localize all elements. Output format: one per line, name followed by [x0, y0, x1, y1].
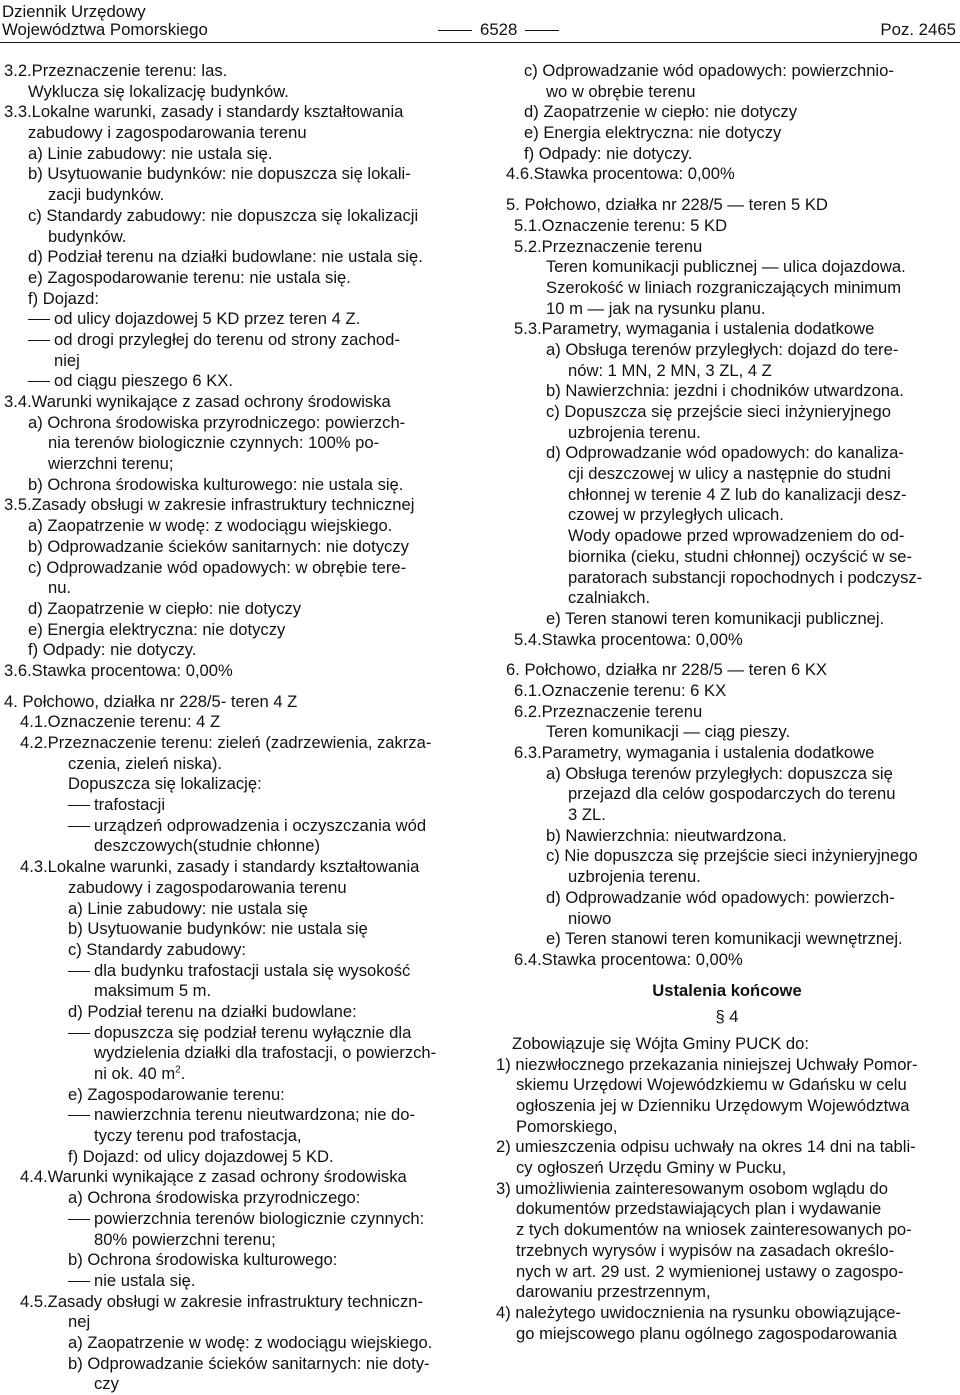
text-line: 4.1.Oznaczenie terenu: 4 Z: [20, 712, 221, 732]
text-line: 3.2.Przeznaczenie terenu: las.: [4, 61, 228, 80]
text-line: b) Usytuowanie budynków: nie dopuszcza się lokali-: [28, 164, 411, 184]
text-line: 6.3.Parametry, wymagania i ustalenia dodatkowe: [514, 743, 875, 762]
text-line: Teren komunikacji publicznej — ulica dojazdowa.: [546, 257, 906, 277]
text-line: c) Standardy zabudowy:: [68, 939, 247, 959]
text-line: darowaniu przestrzennym,: [516, 1282, 711, 1302]
text-line: d) Podział terenu na działki budowlane: nie ustala się.: [28, 247, 423, 267]
text-line: a) Ochrona środowiska przyrodniczego:: [68, 1188, 361, 1208]
journal-title: Dziennik Urzędowy: [2, 2, 146, 21]
text-line: nych w art. 29 ust. 2 wymienionej ustawy o zagospo-: [516, 1261, 904, 1281]
journal-region: Województwa Pomorskiego: [2, 20, 208, 39]
text-line: nej: [68, 1312, 91, 1332]
text-line: Wody opadowe przed wprowadzeniem do od-: [568, 526, 905, 546]
position-number: Poz. 2465: [880, 20, 956, 39]
text-line: e) Teren stanowi teren komunikacji publicznej.: [546, 608, 885, 628]
list-item: nie ustala się.: [4, 1271, 466, 1292]
text-line: 5.3.Parametry, wymagania i ustalenia dodatkowe: [514, 319, 875, 339]
text-line: wo w obrębie terenu: [546, 81, 696, 101]
closing-heading: Ustalenia końcowe: [652, 980, 802, 1000]
header-rule: [0, 42, 960, 43]
text-line: 6.4.Stawka procentowa: 0,00%: [514, 949, 743, 969]
text-line: f) Odpady: nie dotyczy.: [524, 143, 693, 163]
text-line: c) Odprowadzanie wód opadowych: w obrębie tere-: [28, 557, 407, 577]
text-line: Pomorskiego,: [516, 1116, 618, 1136]
text-line: 4.2.Przeznaczenie terenu: zieleń (zadrzewienia, zakrza-: [20, 733, 432, 752]
text-line: 80% powierzchni terenu;: [94, 1229, 276, 1249]
text-line: niej: [54, 350, 80, 370]
text-line: e) Zagospodarowanie terenu: nie ustala się.: [28, 267, 351, 287]
page-number: 6528: [430, 20, 567, 39]
text-line: 2) umieszczenia odpisu uchwały na okres 14 dni na tabli-: [496, 1137, 916, 1157]
text-line: wierzchni terenu;: [48, 454, 174, 474]
text-line: 5.1.Oznaczenie terenu: 5 KD: [514, 215, 728, 235]
text-line: Szerokość w liniach rozgraniczających minimum: [546, 277, 902, 297]
text-line: b) Odprowadzanie ścieków sanitarnych: nie doty-: [68, 1353, 430, 1373]
text-line: e) Energia elektryczna: nie dotyczy: [524, 123, 782, 143]
text-line: 4) należytego uwidocznienia na rysunku obowiązujące-: [496, 1302, 901, 1322]
text-line: b) Nawierzchnia: jezdni i chodników utwardzona.: [546, 381, 904, 401]
text-line: czowej w przyległych ulicach.: [568, 505, 784, 525]
list-item: od ulicy dojazdowej 5 KD przez teren 4 Z.: [4, 309, 466, 330]
list-item: trafostacji: [4, 795, 466, 816]
section-heading: 6. Połchowo, działka nr 228/5 — teren 6 KX: [506, 660, 827, 680]
text-line: a) Ochrona środowiska przyrodniczego: powierzch-: [28, 412, 406, 432]
text-line: 3.6.Stawka procentowa: 0,00%: [4, 660, 233, 680]
text-line: a) Zaopatrzenie w wodę: z wodociągu wiejskiego.: [68, 1332, 433, 1352]
text-line: a) Zaopatrzenie w wodę: z wodociągu wiejskiego.: [28, 516, 393, 536]
text-line: maksimum 5 m.: [94, 981, 212, 1001]
text-line: d) Zaopatrzenie w ciepło: nie dotyczy: [28, 598, 302, 618]
text-line: dokumentów przedstawiających plan i wydawanie: [516, 1199, 882, 1219]
text-line: 4.5.Zasady obsługi w zakresie infrastruktury techniczn-: [20, 1291, 424, 1311]
text-line: uzbrojenia terenu.: [568, 867, 701, 887]
text-line: ogłoszenia jej w Dzienniku Urzędowym Województwa: [516, 1096, 910, 1115]
text-line: Wyklucza się lokalizację budynków.: [28, 81, 289, 101]
text-line: 3.5.Zasady obsługi w zakresie infrastruktury technicznej: [4, 495, 415, 515]
text-line: a) Linie zabudowy: nie ustala się: [68, 898, 308, 918]
text-line: b) Ochrona środowiska kulturowego:: [68, 1250, 338, 1270]
text-line: biornika (cieku, studni chłonnej) oczyścić w se-: [568, 546, 912, 566]
text-line: c) Standardy zabudowy: nie dopuszcza się lokalizacji: [28, 205, 419, 225]
text-line: a) Obsługa terenów przyległych: dojazd do tere-: [546, 339, 899, 359]
text-line: go miejscowego planu ogólnego zagospodarowania: [516, 1323, 898, 1343]
text-line: chłonnej w terenie 4 Z lub do kanalizacji desz-: [568, 484, 907, 504]
text-line: 3.4.Warunki wynikające z zasad ochrony środowiska: [4, 392, 391, 411]
text-line: cji deszczowej w ulicy a następnie do studni: [568, 464, 891, 484]
text-line: cy ogłoszeń Urzędu Gminy w Pucku,: [516, 1158, 787, 1178]
text-line: e) Energia elektryczna: nie dotyczy: [28, 619, 286, 639]
text-line: przejazd dla celów gospodarczych do terenu: [568, 784, 896, 804]
text-line: skiemu Urzędowi Wojewódzkiemu w Gdańsku w celu: [516, 1075, 907, 1095]
list-item: nawierzchnia terenu nieutwardzona; nie do-: [4, 1105, 466, 1126]
text-line: tyczy terenu pod trafostacja,: [94, 1126, 302, 1146]
text-line: wydzielenia działki dla trafostacji, o powierzch-: [94, 1043, 437, 1063]
text-line: e) Zagospodarowanie terenu:: [68, 1084, 285, 1104]
text-line: Teren komunikacji — ciąg pieszy.: [546, 722, 791, 742]
text-line: niowo: [568, 908, 612, 928]
text-line: Dopuszcza się lokalizację:: [68, 774, 262, 794]
page-header: [0, 0, 960, 44]
text-line: nu.: [48, 578, 72, 598]
text-line: zabudowy i zagospodarowania terenu: [28, 123, 307, 143]
text-line: trzebnych wyrysów i wypisów na zasadach określo-: [516, 1240, 895, 1260]
section-heading: 5. Połchowo, działka nr 228/5 — teren 5 KD: [506, 195, 828, 215]
text-line: z tych dokumentów na wniosek zainteresowanych po-: [516, 1220, 912, 1240]
text-line: nia terenów biologicznie czynnych: 100% po-: [48, 433, 380, 453]
text-line: czalniakch.: [568, 588, 651, 608]
paragraph-number: § 4: [715, 1007, 739, 1027]
text-line: b) Odprowadzanie ścieków sanitarnych: nie dotyczy: [28, 536, 409, 556]
text-line: e) Teren stanowi teren komunikacji wewnętrznej.: [546, 929, 903, 949]
text-line: 5.2.Przeznaczenie terenu: [514, 236, 703, 256]
text-line: paratorach substancji ropochodnych i podczysz-: [568, 567, 923, 587]
text-line: b) Usytuowanie budynków: nie ustala się: [68, 919, 368, 939]
text-line: 6.1.Oznaczenie terenu: 6 KX: [514, 680, 727, 700]
text-line: d) Odprowadzanie wód opadowych: do kanaliza-: [546, 443, 904, 463]
list-item: od ciągu pieszego 6 KX.: [4, 371, 466, 392]
text-line: 3 ZL.: [568, 805, 606, 825]
text-line: 4.3.Lokalne warunki, zasady i standardy kształtowania: [20, 857, 420, 877]
left-column: [4, 61, 466, 1395]
text-line: b) Ochrona środowiska kulturowego: nie ustala się.: [28, 474, 404, 494]
text-line: 5.4.Stawka procentowa: 0,00%: [514, 629, 743, 649]
right-column: [496, 61, 958, 1344]
list-item: dopuszcza się podział terenu wyłącznie dla: [4, 1023, 466, 1044]
text-line: f) Dojazd:: [28, 288, 100, 308]
text-line: zacji budynków.: [48, 185, 165, 205]
text-line: c) Dopuszcza się przejście sieci inżynieryjnego: [546, 402, 891, 421]
text-line: 3.3.Lokalne warunki, zasady i standardy kształtowania: [4, 102, 404, 122]
list-item: urządzeń odprowadzenia i oczyszczania wód: [4, 816, 466, 837]
text-line: czenia, zieleń niska).: [68, 753, 223, 773]
list-item: powierzchnia terenów biologicznie czynnych:: [4, 1209, 466, 1230]
list-item: dla budynku trafostacji ustala się wysokość: [4, 961, 466, 982]
text-line: 10 m — jak na rysunku planu.: [546, 298, 766, 318]
text-line: zabudowy i zagospodarowania terenu: [68, 877, 347, 897]
text-line: a) Linie zabudowy: nie ustala się.: [28, 143, 273, 163]
text-line: d) Odprowadzanie wód opadowych: powierzch-: [546, 887, 895, 907]
text-line: budynków.: [48, 226, 127, 246]
text-line: Zobowiązuje się Wójta Gminy PUCK do:: [512, 1033, 809, 1053]
text-line: c) Odprowadzanie wód opadowych: powierzchnio-: [524, 61, 894, 80]
text-line: uzbrojenia terenu.: [568, 422, 701, 442]
text-line: nów: 1 MN, 2 MN, 3 ZL, 4 Z: [568, 360, 772, 380]
list-item: od drogi przyległej do terenu od strony zachod-: [4, 330, 466, 351]
text-line: b) Nawierzchnia: nieutwardzona.: [546, 825, 787, 845]
text-line: deszczowych(studnie chłonne): [94, 836, 320, 856]
text-line: f) Dojazd: od ulicy dojazdowej 5 KD.: [68, 1146, 334, 1166]
text-line: 6.2.Przeznaczenie terenu: [514, 701, 703, 721]
text-line: d) Zaopatrzenie w ciepło: nie dotyczy: [524, 102, 798, 122]
text-line: c) Nie dopuszcza się przejście sieci inżynieryjnego: [546, 846, 918, 866]
section-heading: 4. Połchowo, działka nr 228/5- teren 4 Z: [4, 691, 298, 711]
text-line: 4.6.Stawka procentowa: 0,00%: [506, 164, 735, 184]
text-line: f) Odpady: nie dotyczy.: [28, 640, 197, 660]
text-line: czy: [94, 1374, 119, 1394]
text-line: 4.4.Warunki wynikające z zasad ochrony środowiska: [20, 1167, 407, 1187]
text-line: ni ok. 40 $m^2$.: [94, 1064, 186, 1083]
text-line: a) Obsługa terenów przyległych: dopuszcza się: [546, 763, 893, 783]
text-line: d) Podział terenu na działki budowlane:: [68, 1001, 357, 1021]
text-line: 1) niezwłocznego przekazania niniejszej Uchwały Pomor-: [496, 1054, 918, 1074]
text-line: 3) umożliwienia zainteresowanym osobom wglądu do: [496, 1178, 888, 1198]
